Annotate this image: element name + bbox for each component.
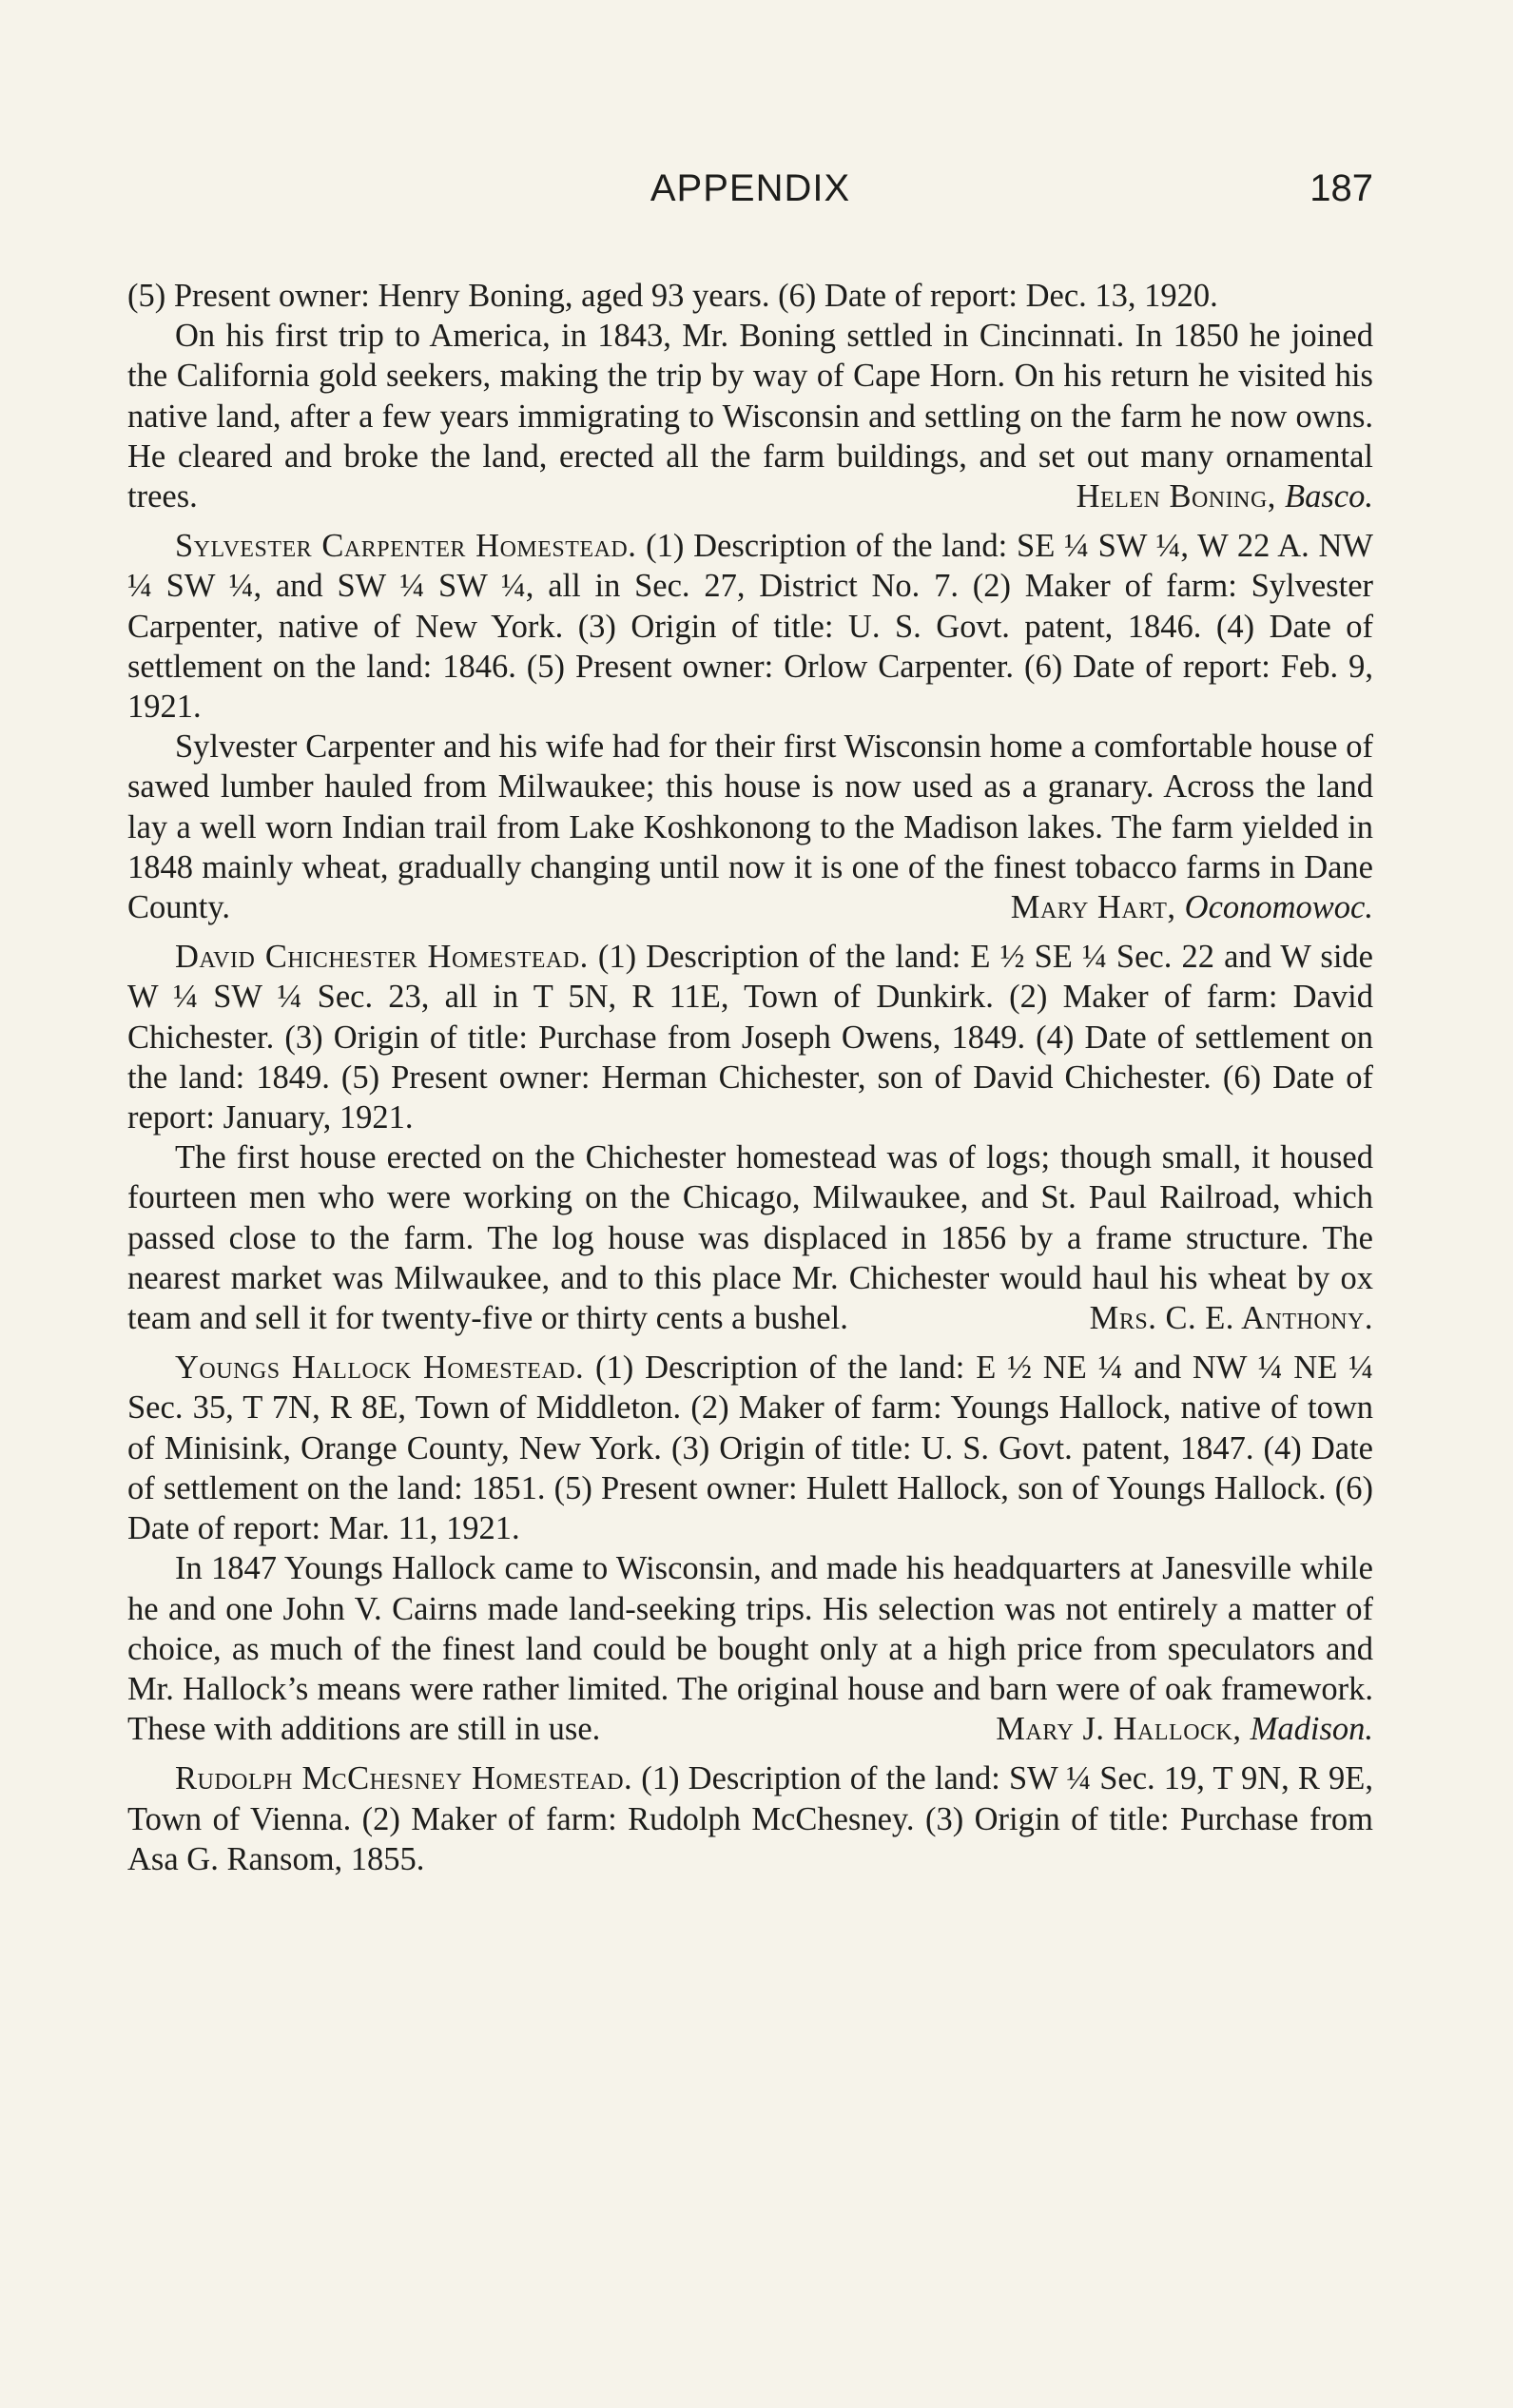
signature-name: Mary Hart, [1010,889,1176,926]
signature [1042,1298,1373,1338]
signature-place: Madison. [1250,1711,1373,1748]
homestead-entry [127,1758,1373,1879]
paragraph-text: In 1847 Youngs Hallock came to Wisconsin, and made his headquarters at Janesville while he and one John V. Cairns made land-seeking trips. His selection was not entirely a matter of choice, as much of the finest land could be bought only at a high price from speculators and Mr. Hallock’s means were rather limited. The original house and barn were of oak framework. These with additions are still in use. [127,1550,1373,1748]
paragraph-text: Sylvester Carpenter and his wife had for their first Wisconsin home a comfortable house of sawed lumber hauled from Milwaukee; this house is now used as a granary. Across the land lay a well worn Indian trail from Lake Koshkonong to the Madison lakes. The farm yielded in 1848 mainly wheat, gradually changing until now it is one of the finest tobacco farms in Dane County. [127,728,1373,926]
page-number: 187 [1309,167,1373,209]
paragraph-text: The first house erected on the Chichester homestead was of logs; though small, it housed fourteen men who were working on the Chicago, Milwaukee, and St. Paul Railroad, which passed close to the farm. The log house was displaced in 1856 by a frame structure. The nearest market was Milwaukee, and to this place Mr. Chichester would haul his wheat by ox team and sell it for twenty-five or thirty cents a bushel. [127,1139,1373,1337]
homestead-entry [127,937,1373,1137]
entry-heading: David Chichester Homestead. [175,939,589,976]
signature-place: Oconomowoc. [1184,889,1373,926]
paragraph-text: On his first trip to America, in 1843, Mr. Boning settled in Cincinnati. In 1850 he joined the California gold seekers, making the trip by way of Cape Horn. On his return he visited his native land, after a few years immigrating to Wisconsin and settling on the farm he now owns. He cleared and broke the land, erected all the farm buildings, and set out many ornamental trees. [127,318,1373,515]
book-page [127,160,1373,1879]
entry-heading: Sylvester Carpenter Homestead. [175,528,637,565]
paragraph [127,316,1373,516]
paragraph [127,276,1373,316]
entry-heading: Youngs Hallock Homestead. [175,1350,585,1387]
signature [1029,476,1373,516]
signature [948,1709,1373,1749]
paragraph-text: (1) Description of the land: E ½ SE ¼ Sec. 22 and W side W ¼ SW ¼ Sec. 23, all in T 5N, R 11E, Town of Dunkirk. (2) Maker of farm: David Chichester. (3) Origin of title: Purchase from Joseph Owens, 1849. (4) Date of settlement on the land: 1849. (5) Present owner: Herman Chichester, son of David Chichester. (6) Date of report: January, 1921. [127,939,1373,1136]
running-head: APPENDIX [650,167,851,209]
entry-heading: Rudolph McChesney Homestead. [175,1760,633,1797]
homestead-entry [127,526,1373,727]
paragraph [127,727,1373,927]
signature-name: Helen Boning, [1076,478,1276,515]
paragraph [127,1137,1373,1338]
paragraph-text: (1) Description of the land: E ½ NE ¼ and NW ¼ NE ¼ Sec. 35, T 7N, R 8E, Town of Middleton. (2) Maker of farm: Youngs Hallock, native of town of Minisink, Orange County, New York. (3) Origin of title: U. S. Govt. patent, 1847. (4) Date of settlement on the land: 1851. (5) Present owner: Hulett Hallock, son of Youngs Hallock. (6) Date of report: Mar. 11, 1921. [127,1350,1373,1547]
signature [963,887,1373,927]
page-header [127,160,1373,217]
signature-name: Mary J. Hallock, [996,1711,1242,1748]
signature-name: Mrs. C. E. Anthony. [1089,1300,1373,1337]
paragraph-text: (5) Present owner: Henry Boning, aged 93 years. (6) Date of report: Dec. 13, 1920. [127,278,1218,314]
signature-place: Basco. [1285,478,1373,515]
body-text [127,276,1373,1879]
paragraph-text: (1) Description of the land: SW ¼ Sec. 19, T 9N, R 9E, Town of Vienna. (2) Maker of farm: Rudolph McChesney. (3) Origin of title: Purchase from Asa G. Ransom, 1855. [127,1760,1373,1877]
paragraph-text: (1) Description of the land: SE ¼ SW ¼, W 22 A. NW ¼ SW ¼, and SW ¼ SW ¼, all in Sec. 27, District No. 7. (2) Maker of farm: Sylvester Carpenter, native of New York. (3) Origin of title: U. S. Govt. patent, 1846. (4) Date of settlement on the land: 1846. (5) Present owner: Orlow Carpenter. (6) Date of report: Feb. 9, 1921. [127,528,1373,726]
homestead-entry [127,1348,1373,1548]
paragraph [127,1548,1373,1749]
